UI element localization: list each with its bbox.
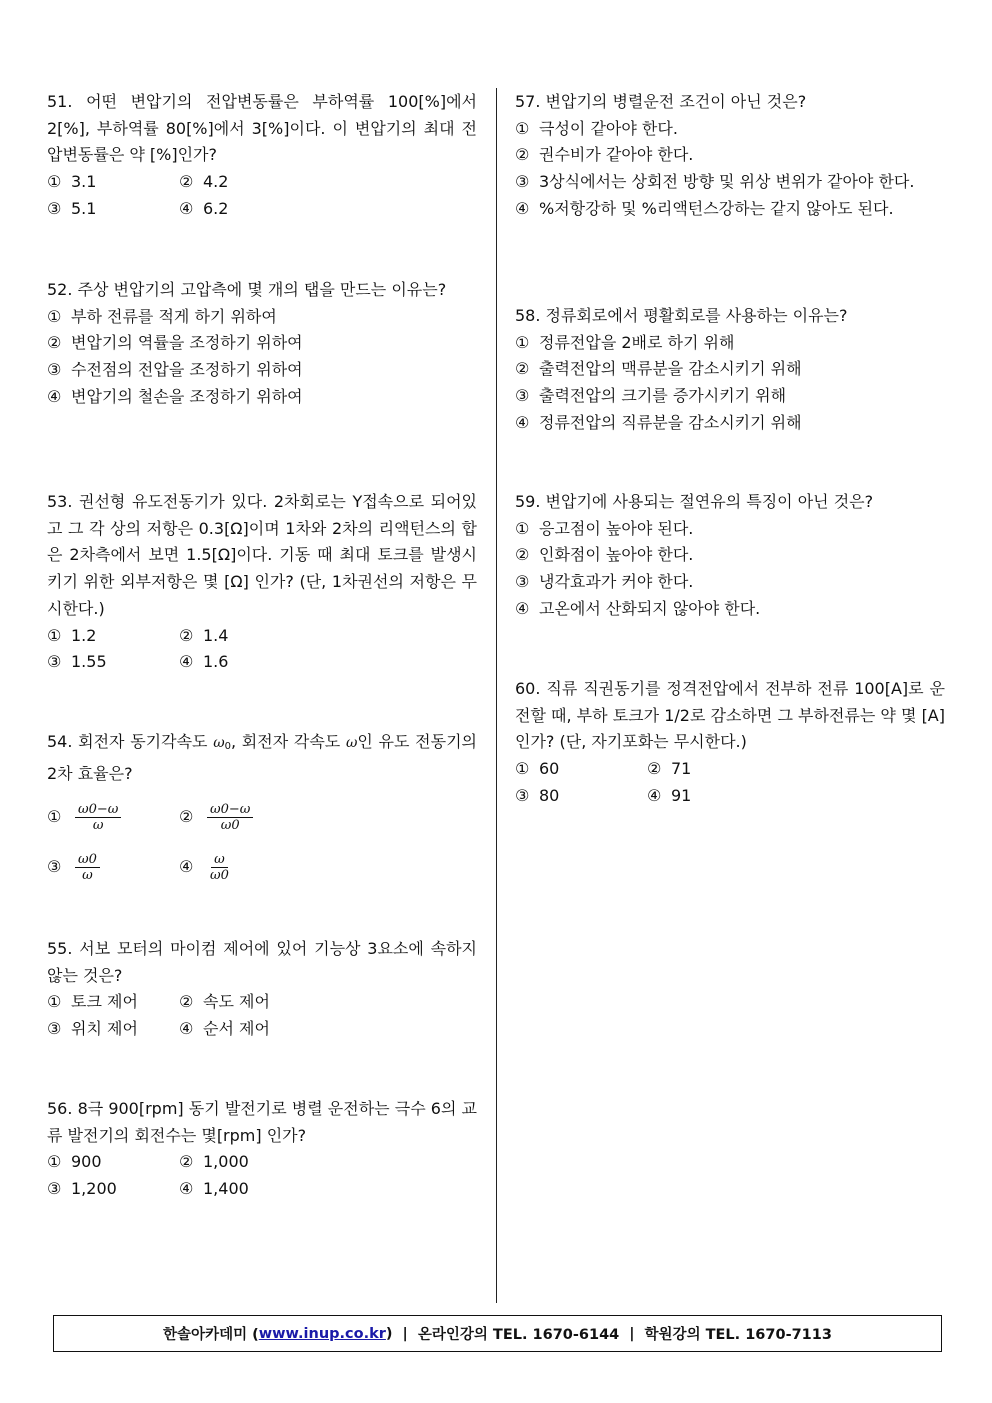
- question-stem: 53. 권선형 유도전동기가 있다. 2차회로는 Y접속으로 되어있고 그 각 상의 저항은 0.3[Ω]이며 1차와 2차의 리액턴스의 합은 2차측에서 보면 1.5[Ω]이다. 기동 때 최대 토크를 발생시키기 위한 외부저항은 몇 [Ω] 인가? (단, 1차권선의 저항은 무시한다.): [47, 492, 477, 618]
- fraction: $\frac{\omega 0-\omega}{\omega 0}$: [207, 802, 253, 833]
- fraction: $\frac{\omega 0}{\omega}$: [75, 852, 100, 883]
- option: ② 4.2: [179, 172, 229, 192]
- option: ② $\frac{\omega 0-\omega}{\omega 0}$: [179, 802, 311, 833]
- option: ② 속도 제어: [179, 992, 270, 1012]
- column-divider: [496, 88, 497, 1303]
- option: ④ 1,400: [179, 1179, 249, 1199]
- question-54: [47, 729, 477, 889]
- option: ② 1,000: [179, 1152, 249, 1172]
- academy-website-link[interactable]: www.inup.co.kr: [258, 1325, 386, 1342]
- option: ③ $\frac{\omega 0}{\omega}$: [47, 852, 179, 883]
- option: ① 3.1: [47, 172, 97, 192]
- option: ④ 6.2: [179, 198, 229, 218]
- option: ④ 순서 제어: [179, 1019, 270, 1039]
- option: ② 71: [647, 759, 692, 779]
- option: ① 900: [47, 1152, 102, 1172]
- question-stem: 59. 변압기에 사용되는 절연유의 특징이 아닌 것은?: [515, 492, 874, 511]
- option: ③ 위치 제어: [47, 1019, 138, 1039]
- option: ① 극성이 같아야 한다.: [515, 118, 678, 138]
- question-51: [47, 89, 477, 223]
- option: ① 60: [515, 759, 560, 779]
- question-59: [515, 489, 945, 623]
- option: ③ 3상식에서는 상회전 방향 및 위상 변위가 같아야 한다.: [515, 172, 915, 192]
- option: ③ 수전점의 전압을 조정하기 위하여: [47, 360, 303, 380]
- option: ③ 냉각효과가 커야 한다.: [515, 572, 694, 592]
- question-stem: 58. 정류회로에서 평활회로를 사용하는 이유는?: [515, 306, 848, 325]
- footer-academy: 한솔아카데미 (: [163, 1327, 259, 1343]
- option: ① 1.2: [47, 625, 97, 645]
- question-56: [47, 1096, 477, 1203]
- option: ③ 80: [515, 785, 560, 805]
- option: ③ 5.1: [47, 198, 97, 218]
- question-stem: 52. 주상 변압기의 고압측에 몇 개의 탭을 만드는 이유는?: [47, 280, 447, 299]
- option: ① 부하 전류를 적게 하기 위하여: [47, 306, 277, 326]
- option: ③ 출력전압의 크기를 증가시키기 위해: [515, 386, 787, 406]
- question-60: [515, 676, 945, 810]
- question-58: [515, 303, 945, 437]
- question-57: [515, 89, 945, 223]
- question-52: [47, 277, 477, 411]
- option: ④ 91: [647, 785, 692, 805]
- option: ② 권수비가 같아야 한다.: [515, 145, 694, 165]
- option: ① 정류전압을 2배로 하기 위해: [515, 332, 735, 352]
- footer-contact-box: 한솔아카데미 ( www.inup.co.kr ) | 온라인강의 TEL. 1670-6144 | 학원강의 TEL. 1670-7113: [53, 1315, 942, 1352]
- footer-separator: |: [402, 1325, 408, 1342]
- option: ① $\frac{\omega 0-\omega}{\omega}$: [47, 802, 179, 833]
- question-stem: 55. 서보 모터의 마이컴 제어에 있어 기능상 3요소에 속하지 않는 것은?: [47, 939, 477, 985]
- option: ② 인화점이 높아야 한다.: [515, 545, 694, 565]
- footer-offline-tel: 학원강의 TEL. 1670-7113: [644, 1327, 832, 1343]
- question-stem: 51. 어떤 변압기의 전압변동률은 부하역률 100[%]에서 2[%], 부하역률 80[%]에서 3[%]이다. 이 변압기의 최대 전압변동률은 약 [%]인가?: [47, 92, 477, 165]
- fraction: $\frac{\omega}{\omega 0}$: [210, 851, 229, 883]
- footer-separator: |: [629, 1325, 635, 1342]
- option: ① 응고점이 높아야 된다.: [515, 518, 694, 538]
- question-stem: 60. 직류 직권동기를 정격전압에서 전부하 전류 100[A]로 운전할 때, 부하 토크가 1/2로 감소하면 그 부하전류는 약 몇 [A]인가? (단, 자기포화는 무시한다.): [515, 679, 945, 752]
- question-stem: 57. 변압기의 병렬운전 조건이 아닌 것은?: [515, 92, 807, 111]
- option: ④ 고온에서 산화되지 않아야 한다.: [515, 598, 761, 618]
- option: ③ 1,200: [47, 1179, 117, 1199]
- option: ④ 정류전압의 직류분을 감소시키기 위해: [515, 412, 802, 432]
- question-stem: 56. 8극 900[rpm] 동기 발전기로 병렬 운전하는 극수 6의 교류 발전기의 회전수는 몇[rpm] 인가?: [47, 1099, 477, 1145]
- fraction: $\frac{\omega 0-\omega}{\omega}$: [75, 802, 121, 833]
- footer-online-tel: 온라인강의 TEL. 1670-6144: [417, 1327, 620, 1343]
- question-stem: 54. 회전자 동기각속도 $\omega_0$, 회전자 각속도 ω인 유도 전동기의 2차 효율은?: [47, 732, 477, 783]
- option: ④ 변압기의 철손을 조정하기 위하여: [47, 386, 303, 406]
- option: ① 토크 제어: [47, 992, 138, 1012]
- option: ② 출력전압의 맥류분을 감소시키기 위해: [515, 359, 802, 379]
- option: ② 변압기의 역률을 조정하기 위하여: [47, 333, 303, 353]
- question-55: [47, 936, 477, 1043]
- option: ③ 1.55: [47, 652, 107, 672]
- option: ④ %저항강하 및 %리액턴스강하는 같지 않아도 된다.: [515, 198, 894, 218]
- question-53: [47, 489, 477, 676]
- option: ④ $\frac{\omega}{\omega 0}$: [179, 852, 311, 883]
- option: ② 1.4: [179, 625, 229, 645]
- option: ④ 1.6: [179, 652, 229, 672]
